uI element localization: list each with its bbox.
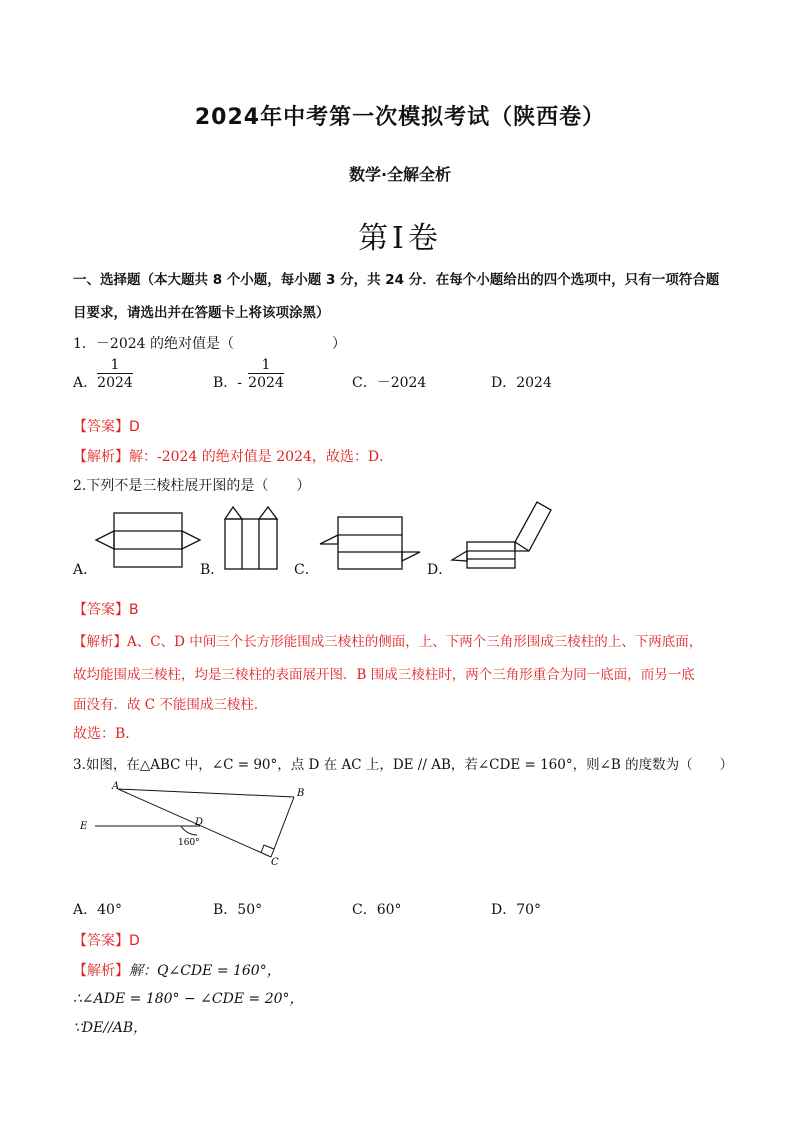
q3-option-b [213,899,262,919]
page-title: 2024年中考第一次模拟考试（陕西卷） [194,105,606,130]
segment-ab [118,789,294,797]
net-b [225,507,277,569]
q2-analysis-line2: 故均能围成三棱柱，均是三棱柱的表面展开图．B 围成三棱柱时，两个三角形重合为同一底面，而另一底 [73,667,695,683]
angle-160-label: 160° [178,838,200,848]
option-label: B． [213,902,238,918]
analysis-text: 解：Q∠CDE = 160°， [129,963,281,979]
q1-analysis [73,446,393,466]
section-instruction-line2: 目要求，请选出并在答题卡上将该项涂黑） [73,305,330,321]
label-e: E [80,821,88,832]
section-instruction-line1: 一、选择题（本大题共 8 个小题，每小题 3 分，共 24 分．在每个小题给出的四个选项中，只有一项符合题 [73,272,720,288]
q3-analysis-line2: ∴∠ADE = 180° − ∠CDE = 20°， [73,991,304,1007]
answer-value: B [129,602,139,618]
net-d [452,502,551,568]
right-angle-mark [261,845,274,853]
q1-option-c: C．－2024 [352,375,427,391]
net-c [320,517,420,569]
q1-option-a-fraction [97,357,133,391]
analysis-tag: 【解析】 [73,634,127,650]
option-value: 60° [376,902,402,918]
net-a [96,513,200,567]
q2-option-c: C． [294,562,319,578]
q3-analysis-line3: ∵DE//AB， [73,1020,148,1036]
label-c: C [271,857,279,868]
q3-stem: 3.如图，在△ABC 中，∠C = 90°，点 D 在 AC 上，DE // AB，若∠CDE = 160°，则∠B 的度数为（ ） [73,757,734,773]
q3-option-a [73,899,122,919]
q2-conclusion: 故选：B． [73,726,140,742]
analysis-tag: 【解析】 [73,449,129,465]
option-value: 50° [237,902,263,918]
q2-option-d: D． [427,562,453,578]
q3-analysis-line1 [73,960,281,980]
q1-answer [73,416,140,436]
section-heading: 第Ⅰ卷 [358,221,442,256]
label-a: A [112,781,120,792]
q3-answer [73,930,140,950]
page-subtitle: 数学·全解全析 [348,165,452,184]
analysis-tag: 【解析】 [73,963,129,979]
q1-option-b-fraction [248,357,284,391]
option-label: D． [491,902,517,918]
option-value: 40° [97,902,122,918]
label-b: B [297,788,305,799]
q1-option-b-label: B．- [213,375,243,391]
analysis-text: A、C、D 中间三个长方形能围成三棱柱的侧面，上、下两个三角形围成三棱柱的上、下两底面， [127,634,703,650]
q1-option-b-denominator: 2024 [248,375,284,391]
q2-option-b: B． [200,562,225,578]
q2-option-a: A． [73,562,98,578]
segment-bc [271,797,294,857]
q2-nets-figure [0,495,800,580]
q1-option-b-numerator: 1 [261,357,271,373]
q2-analysis-line1 [73,630,702,650]
q1-option-d: D．2024 [491,375,552,391]
q3-option-c [352,899,402,919]
q2-analysis-line3: 面没有．故 C 不能围成三棱柱． [73,697,268,713]
q3-triangle-figure [0,775,800,870]
option-label: C． [352,902,377,918]
q1-stem: 1．－2024 的绝对值是（ ） [73,336,346,352]
option-value: 70° [516,902,542,918]
q2-stem: 2.下列不是三棱柱展开图的是（ ） [73,478,311,494]
q2-answer [73,599,139,619]
answer-tag: 【答案】 [73,933,129,949]
q1-option-a-numerator: 1 [110,357,120,373]
label-d: D [195,817,204,828]
q1-option-a-label: A． [73,375,98,391]
answer-tag: 【答案】 [73,419,129,435]
q1-option-a-denominator: 2024 [97,375,133,391]
option-label: A． [73,902,98,918]
answer-value: D [129,419,140,435]
answer-value: D [129,933,140,949]
q3-option-d [491,899,541,919]
analysis-text: 解：-2024 的绝对值是 2024，故选：D． [129,449,394,465]
answer-tag: 【答案】 [73,602,129,618]
